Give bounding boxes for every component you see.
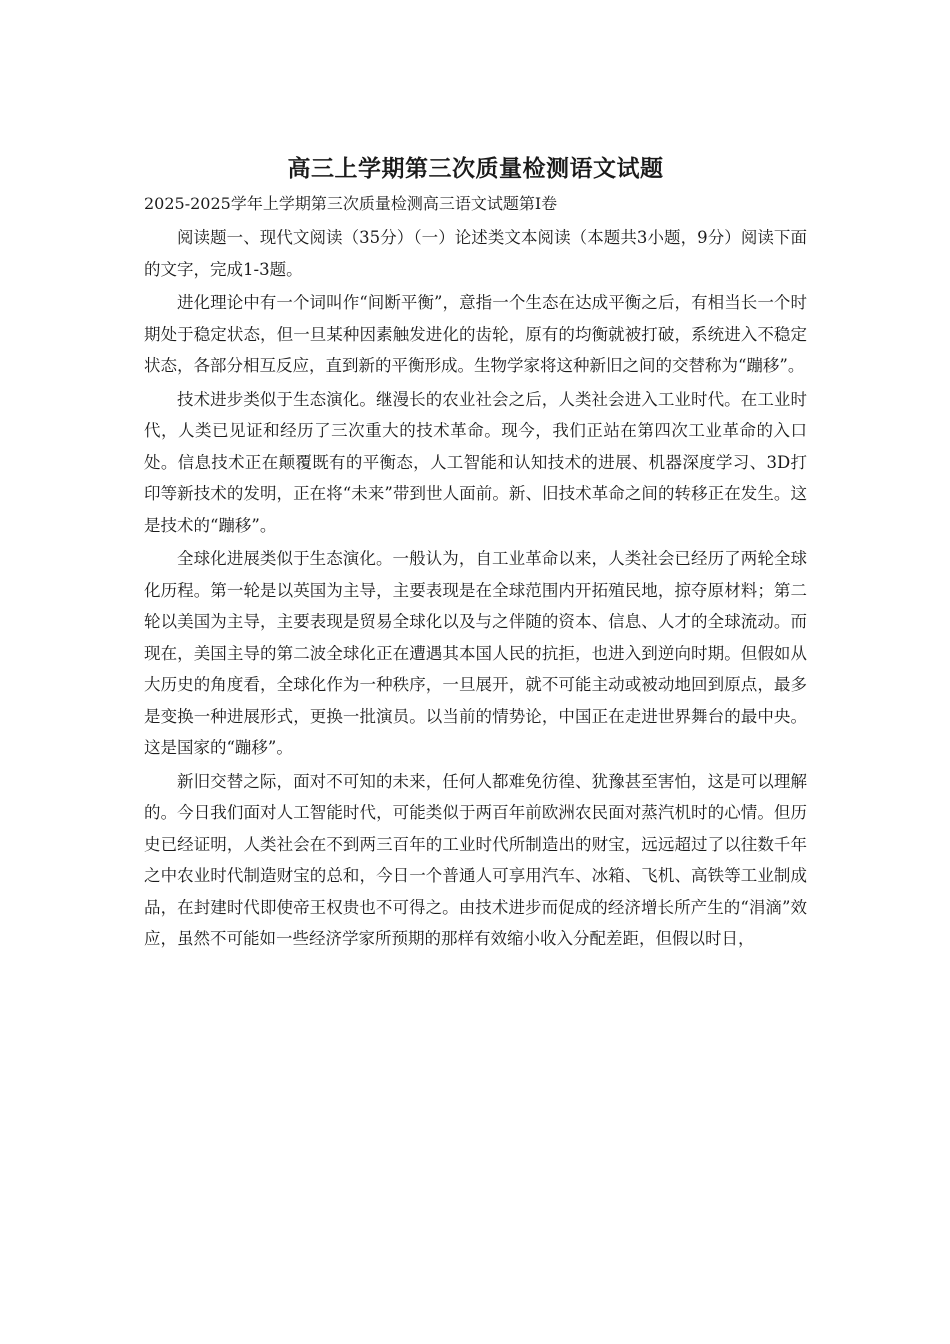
document-subtitle: 2025-2025学年上学期第三次质量检测高三语文试题第Ⅰ卷	[144, 194, 558, 213]
paragraph-transition: 新旧交替之际，面对不可知的未来，任何人都难免彷徨、犹豫甚至害怕，这是可以理解的。今日我们面对人工智能时代，可能类似于两百年前欧洲农民面对蒸汽机时的心情。但历史已经证明，人类社会在不到两三百年的工业时代所制造出的财宝，远远超过了以往数千年之中农业时代制造财宝的总和，今日一个普通人可享用汽车、冰箱、飞机、高铁等工业制成品，在封建时代即使帝王权贵也不可得之。由技术进步而促成的经济增长所产生的“涓滴”效应，虽然不可能如一些经济学家所预期的那样有效缩小收入分配差距，但假以时日，	[144, 771, 807, 948]
paragraph-globalization: 全球化进展类似于生态演化。一般认为，自工业革命以来，人类社会已经历了两轮全球化历程。第一轮是以英国为主导，主要表现是在全球范围内开拓殖民地，掠夺原材料；第二轮以美国为主导，主要表现是贸易全球化以及与之伴随的资本、信息、人才的全球流动。而现在，美国主导的第二波全球化正在遭遇其本国人民的抗拒，也进入到逆向时期。但假如从大历史的角度看，全球化作为一种秩序，一旦展开，就不可能主动或被动地回到原点，最多是变换一种进展形式，更换一批演员。以当前的情势论，中国正在走进世界舞台的最中央。这是国家的“蹦移”。	[144, 549, 807, 757]
paragraph-technology: 技术进步类似于生态演化。继漫长的农业社会之后，人类社会进入工业时代。在工业时代，人类已见证和经历了三次重大的技术革命。现今，我们正站在第四次工业革命的入口处。信息技术正在颠覆既有的平衡态，人工智能和认知技术的进展、机器深度学习、3D打印等新技术的发明，正在将“未来”带到世人面前。新、旧技术革命之间的转移正在发生。这是技术的“蹦移”。	[144, 389, 807, 535]
paragraph-punctuated-equilibrium: 进化理论中有一个词叫作“间断平衡”，意指一个生态在达成平衡之后，有相当长一个时期处于稳定状态，但一旦某种因素触发进化的齿轮，原有的均衡就被打破，系统进入不稳定状态，各部分相互反应，直到新的平衡形成。生物学家将这种新旧之间的交替称为“蹦移”。	[144, 293, 807, 375]
document-page	[144, 152, 807, 957]
paragraph-instructions: 阅读题一、现代文阅读（35分）（一）论述类文本阅读（本题共3小题，9分）阅读下面的文字，完成1-3题。	[144, 228, 807, 279]
document-title: 高三上学期第三次质量检测语文试题	[287, 155, 664, 182]
